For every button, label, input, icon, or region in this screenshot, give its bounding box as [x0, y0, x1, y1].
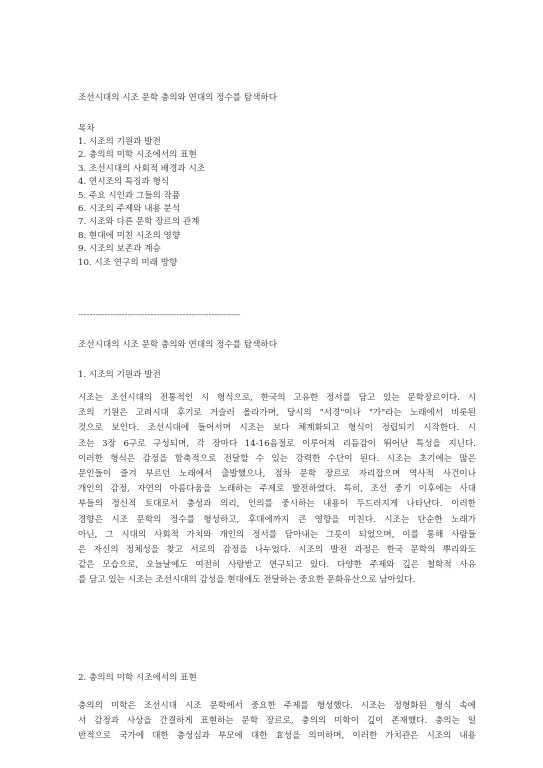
paragraph-line: 경향은 시조 문학의 정수를 형성하고, 후대에까지 큰 영향을 미친다. 시조는 단순한 노래가 — [78, 514, 476, 525]
section-paragraph — [78, 391, 476, 589]
toc-item: 6. 시조의 주제와 내용 분석 — [78, 204, 181, 215]
toc-item: 3. 조선시대의 사회적 배경과 시조 — [78, 163, 206, 174]
paragraph-line: 이러한 형식은 감정을 함축적으로 전달할 수 있는 강력한 수단이 된다. 시조는 초기에는 많은 — [78, 453, 476, 464]
paragraph-line: 반적으로 국가에 대한 충성심과 부모에 대한 효성을 의미하며, 이러한 가치관은 시조의 내용 — [78, 731, 476, 742]
paragraph-line: 개인의 감정, 자연의 아름다움을 노래하는 주제로 발전하였다. 특히, 조선 중기 이후에는 사대 — [78, 484, 476, 495]
toc-item: 1. 시조의 기원과 발전 — [78, 137, 161, 147]
paragraph-line: 문인들이 즐겨 부르던 노래에서 출발했으나, 점차 문학 장르로 자리잡으며 역사적 사건이나 — [78, 469, 476, 480]
paragraph-line: 조는 3장 6구로 구성되며, 각 장마다 14-16음절로 이루어져 리듬감이 뛰어난 특성을 지닌다. — [78, 438, 476, 449]
table-of-contents — [78, 136, 205, 270]
paragraph-line: 은 자신의 정체성을 찾고 서로의 감정을 나누었다. 시조의 발전 과정은 한국 문학의 뿌리와도 — [78, 545, 476, 556]
section-paragraph — [78, 699, 476, 745]
paragraph-line: 를 담고 있는 시조는 조선시대의 감성을 현대에도 전달하는 중요한 문화유산으로 남아있다. — [78, 575, 416, 586]
paragraph-line: 충의의 미학은 조선시대 시조 문학에서 중요한 주제를 형성했다. 시조는 정형화된 형식 속에 — [78, 701, 476, 711]
document-title: 조선시대의 시조 문학 충의와 연대의 정수를 탐색하다 — [78, 93, 278, 103]
section-heading: 2. 충의의 미학 시조에서의 표현 — [78, 673, 197, 683]
toc-item: 10. 시조 연구의 미래 방향 — [78, 257, 178, 268]
toc-item: 9. 시조의 보존과 계승 — [78, 244, 161, 255]
toc-item: 8. 현대에 미친 시조의 영향 — [78, 230, 181, 241]
toc-item: 2. 충의의 미학 시조에서의 표현 — [78, 150, 197, 161]
paragraph-line: 조의 기원은 고려시대 후기로 거슬러 올라가며, 당시의 "서경"이나 "가"라는 노래에서 비롯된 — [78, 408, 476, 419]
section-divider: -------------------------------------------------------- — [78, 310, 241, 320]
body-title: 조선시대의 시조 문학 충의와 연대의 정수를 탐색하다 — [78, 340, 278, 350]
paragraph-line: 서 감정과 사상을 간결하게 표현하는 문학 장르로, 충의의 미학이 깊이 존재했다. 충의는 일 — [78, 716, 476, 727]
section-heading: 1. 시조의 기원과 발전 — [78, 370, 161, 380]
toc-item: 4. 연시조의 특징과 형식 — [78, 177, 170, 188]
paragraph-line: 시조는 조선시대의 전통적인 시 형식으로, 한국의 고유한 정서를 담고 있는 문학장르이다. 시 — [78, 393, 476, 403]
paragraph-line: 것으로 보인다. 조선시대에 들어서며 시조는 보다 체계화되고 형식이 정립되기 시작한다. 시 — [78, 423, 476, 434]
toc-item: 7. 시조와 다른 문학 장르의 관계 — [78, 217, 200, 228]
paragraph-line: 부들의 정신적 토대로서 충성과 의리, 인의를 중시하는 내용이 두드러지게 나타난다. 이러한 — [78, 499, 476, 510]
paragraph-line: 아닌, 그 시대의 사회적 가치와 개인의 정서를 담아내는 그릇이 되었으며, 이를 통해 사람들 — [78, 529, 476, 540]
paragraph-line: 같은 모습으로, 오늘날에도 여전히 사랑받고 연구되고 있다. 다양한 주제와 깊은 철학적 사유 — [78, 560, 476, 571]
toc-heading: 목차 — [78, 124, 95, 134]
toc-item: 5. 주요 시인과 그들의 작품 — [78, 190, 181, 201]
